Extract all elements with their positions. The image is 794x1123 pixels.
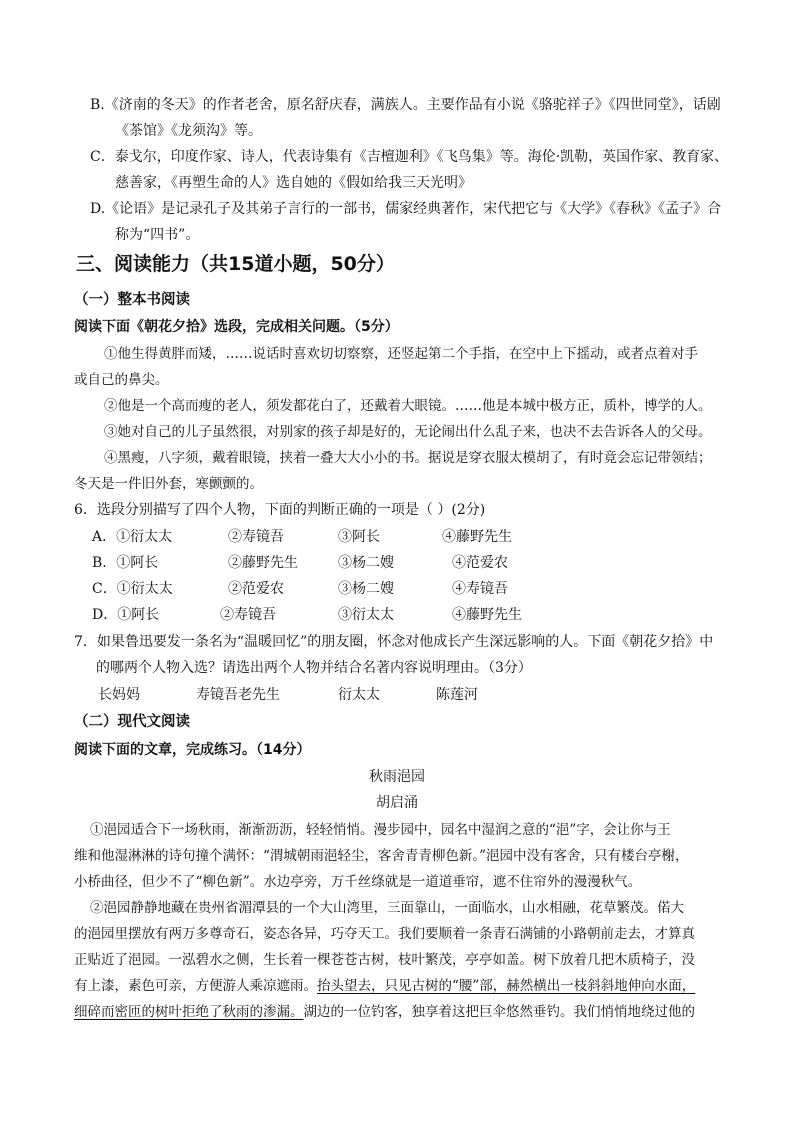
q6-option-cell: ②寿镜吾 [220, 607, 276, 623]
q6-option-row [92, 605, 612, 625]
q7-name: 长妈妈 [98, 687, 140, 703]
q6-option-cell: ③杨二嫂 [338, 555, 394, 571]
option-c-line1: C．泰戈尔，印度作家、诗人，代表诗集有《吉檀迦利》《飞鸟集》等。海伦·凯勒，英国作家、教育家、 [90, 149, 729, 165]
option-c-line2: 慈善家，《再塑生命的人》选自她的《假如给我三天光明》 [115, 175, 472, 191]
option-d-line2: 称为“四书”。 [115, 227, 200, 243]
article-p1b: 维和他湿淋淋的诗句撞个满怀：“渭城朝雨浥轻尘，客舍青青柳色新。”浥园中没有客舍，只有楼台亭榭， [74, 848, 689, 864]
q6-option-cell: ④范爱农 [452, 555, 508, 571]
article-p1a: ①浥园适合下一场秋雨，渐渐沥沥，轻轻悄悄。漫步园中，园名中湿润之意的“浥”字，会让你与王 [90, 822, 671, 838]
q6-option-row [92, 553, 612, 573]
q7-name: 衍太太 [338, 687, 380, 703]
q6-option-cell: ④藤野先生 [442, 529, 512, 545]
q6-option-cell: ③衍太太 [338, 607, 394, 623]
underlined-sentence: 抬头望去，只见古树的“腰”部，赫然横出一枝斜斜地伸向水面， [317, 978, 696, 994]
part2-heading: （二）现代文阅读 [74, 714, 190, 730]
article-author: 胡启涌 [376, 795, 418, 811]
question-7-line1: 7．如果鲁迅要发一条名为“温暖回忆”的朋友圈，怀念对他成长产生深远影响的人。下面《朝花夕拾》中 [74, 634, 714, 650]
q6-option-cell: ④寿镜吾 [452, 581, 508, 597]
q6-option-row [92, 527, 612, 547]
q6-option-cell: C．①衍太太 [92, 581, 173, 597]
excerpt-4b: 冬天是一件旧外套，寒颤颤的。 [74, 476, 263, 492]
article-p2e-text: 湖边的一位钓客，独享着这把巨伞悠然垂钓。我们悄悄地绕过他的 [303, 1004, 695, 1020]
article-p1c: 小桥曲径，但少不了“柳色新”。水边亭旁，万千丝绦就是一道道垂帘，遮不住帘外的漫漫秋气。 [74, 874, 642, 890]
q6-option-cell: B．①阿长 [92, 555, 159, 571]
article-p2a: ②浥园静静地藏在贵州省湄潭县的一个大山湾里，三面靠山，一面临水，山水相融，花草繁茂。偌大 [90, 900, 684, 916]
article-p2d-text: 有上漆，素色可亲，方便游人乘凉遮雨。 [74, 978, 317, 994]
q7-name: 寿镜吾老先生 [196, 687, 280, 703]
option-d-line1: D.《论语》是记录孔子及其弟子言行的一部书，儒家经典著作，宋代把它与《大学》《春秋》《孟子》合 [90, 201, 722, 217]
q6-option-row [92, 579, 612, 599]
part1-heading: （一）整本书阅读 [74, 292, 190, 308]
question-7-line2: 的哪两个人物入选？请选出两个人物并结合名著内容说明理由。（3分） [96, 660, 532, 676]
section-title: 三、阅读能力（共15道小题，50分） [76, 253, 395, 275]
excerpt-4a: ④黑瘦，八字须，戴着眼镜，挟着一叠大大小小的书。据说是穿衣服太模胡了，有时竟会忘记带领结； [104, 450, 712, 466]
question-6: 6．选段分别描写了四个人物，下面的判断正确的一项是（ ）(2分) [74, 502, 486, 518]
article-p2b: 的浥园里摆放有两万多尊奇石，姿态各异，巧夺天工。我们要顺着一条青石满铺的小路朝前走去，才算真 [74, 926, 695, 942]
q6-option-cell: ②藤野先生 [228, 555, 298, 571]
article-p2e [74, 1002, 695, 1022]
q6-option-cell: A．①衍太太 [92, 529, 173, 545]
part2-instruction: 阅读下面的文章，完成练习。（14分） [74, 742, 311, 758]
q6-option-cell: ②范爱农 [228, 581, 284, 597]
q6-option-cell: D．①阿长 [92, 607, 160, 623]
option-b-line2: 《茶馆》《龙须沟》等。 [115, 123, 262, 139]
q7-name-row [98, 685, 538, 705]
q7-name: 陈莲河 [436, 687, 478, 703]
excerpt-1b: 或自己的鼻尖。 [74, 372, 169, 388]
q6-option-cell: ③阿长 [338, 529, 380, 545]
option-b-line1: B.《济南的冬天》的作者老舍，原名舒庆春，满族人。主要作品有小说《骆驼祥子》《四世同堂》，话剧 [90, 97, 721, 113]
underlined-sentence: 细碎而密匝的树叶拒绝了秋雨的渗漏。 [74, 1004, 304, 1020]
excerpt-1a: ①他生得黄胖而矮，……说话时喜欢切切察察，还竖起第二个手指，在空中上下摇动，或者点着对手 [104, 346, 698, 362]
excerpt-2: ②他是一个高而瘦的老人，须发都花白了，还戴着大眼镜。……他是本城中极方正，质朴，博学的人。 [104, 398, 712, 414]
q6-option-cell: ④藤野先生 [452, 607, 522, 623]
article-p2d [74, 976, 695, 996]
q6-option-cell: ③杨二嫂 [338, 581, 394, 597]
part1-instruction: 阅读下面《朝花夕拾》选段，完成相关问题。（5分） [74, 319, 399, 335]
article-title: 秋雨浥园 [369, 769, 425, 785]
article-p2c: 正贴近了浥园。一泓碧水之侧，生长着一棵苍苍古树，枝叶繁茂，亭亭如盖。树下放着几把木质椅子，没 [74, 952, 695, 968]
excerpt-3: ③她对自己的儿子虽然很，对别家的孩子却是好的，无论闹出什么乱子来，也决不去告诉各人的父母。 [104, 424, 712, 440]
q6-option-cell: ②寿镜吾 [228, 529, 284, 545]
